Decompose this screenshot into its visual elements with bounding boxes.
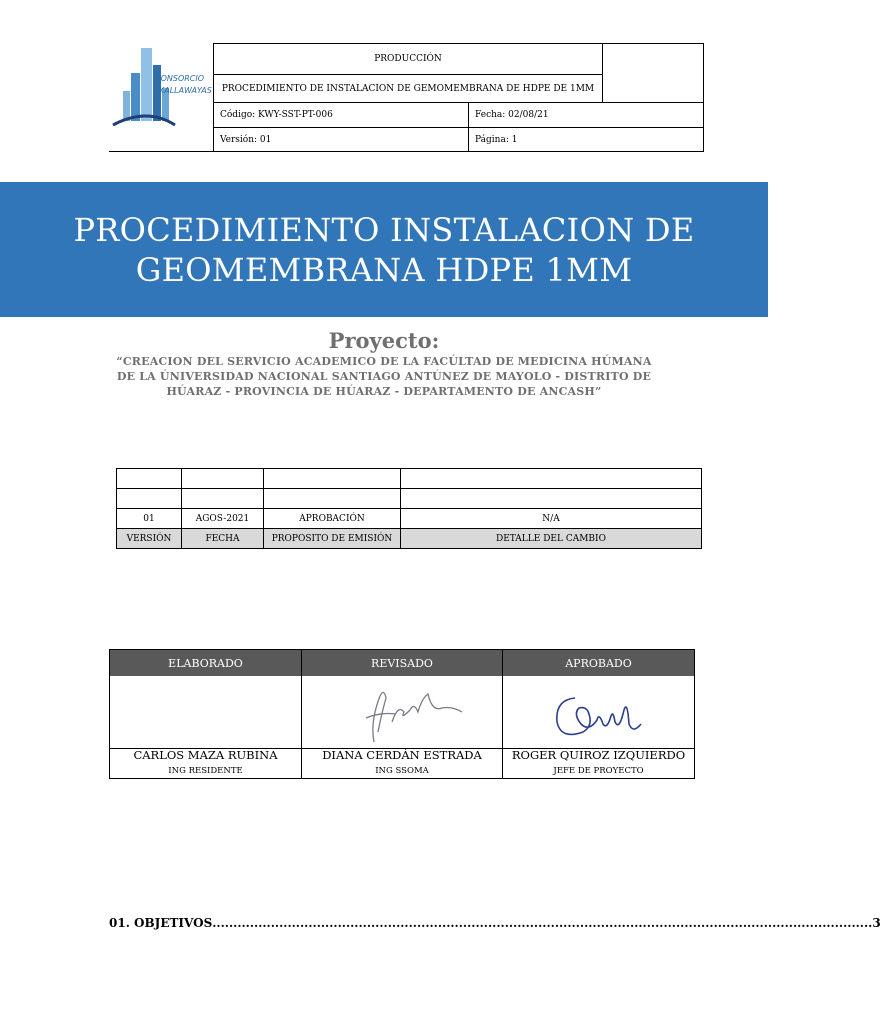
column-header: DETALLE DEL CAMBIO xyxy=(401,529,702,549)
table-cell: N/A xyxy=(401,509,702,529)
signer-name: DIANA CERDÁN ESTRADA xyxy=(322,748,482,762)
handwritten-signature xyxy=(543,684,653,744)
handwritten-signature xyxy=(352,682,472,746)
project-description xyxy=(100,354,668,399)
signature-table xyxy=(109,649,695,779)
signer-name: ROGER QUIROZ IZQUIERDO xyxy=(511,748,686,762)
table-cell: APROBACIÓN xyxy=(264,509,401,529)
header-pagina: Página: 1 xyxy=(468,127,704,152)
toc-entry-title: 01. OBJETIVOS xyxy=(109,916,213,930)
table-cell xyxy=(401,489,702,509)
signer-role: ING RESIDENTE xyxy=(168,766,243,776)
logo-text-1: CONSORCIO xyxy=(155,74,205,83)
header-area: PRODUCCIÓN xyxy=(213,43,603,75)
signer-name: CARLOS MAZA RUBINA xyxy=(133,748,278,762)
table-cell: 01 xyxy=(117,509,182,529)
header-blank-cell xyxy=(602,43,704,103)
revision-table xyxy=(116,468,702,549)
company-logo xyxy=(109,43,213,152)
table-row xyxy=(117,489,702,509)
toc-page-number: 3 xyxy=(872,916,881,930)
signature-heading: REVISADO xyxy=(302,650,502,676)
column-header: FECHA xyxy=(182,529,264,549)
logo-text-2: KALLAWAYAS xyxy=(159,86,212,95)
header-doc-title: PROCEDIMIENTO DE INSTALACION DE GEMOMEMBRANA DE HDPE DE 1MM xyxy=(213,74,603,103)
column-header: PROPOSITO DE EMISIÓN xyxy=(264,529,401,549)
project-label: Proyecto: xyxy=(328,328,440,353)
signature-column-elaborado xyxy=(109,649,302,779)
table-row xyxy=(117,509,702,529)
signature-column-revisado xyxy=(301,649,503,779)
banner-line-1: PROCEDIMIENTO INSTALACION DE xyxy=(73,210,695,249)
table-cell xyxy=(401,469,702,489)
table-cell xyxy=(117,489,182,509)
table-cell xyxy=(264,469,401,489)
toc-leader-dots: .............................................................................................................................................................. xyxy=(212,916,873,930)
title-banner xyxy=(0,182,768,317)
column-header: VERSIÓN xyxy=(117,529,182,549)
table-row xyxy=(117,469,702,489)
project-line-2: DE LA ÚNIVERSIDAD NACIONAL SANTIAGO ANTÚNEZ DE MAYOLO - DISTRITO DE xyxy=(116,370,652,383)
table-cell xyxy=(264,489,401,509)
table-header-row xyxy=(117,529,702,549)
banner-line-2: GEOMEMBRANA HDPE 1MM xyxy=(135,250,633,289)
header-divider xyxy=(109,151,213,152)
header-version: Versión: 01 xyxy=(213,127,469,152)
table-cell xyxy=(182,469,264,489)
table-cell xyxy=(182,489,264,509)
signature-heading: ELABORADO xyxy=(110,650,301,676)
signature-column-aprobado xyxy=(502,649,695,779)
toc-entry[interactable] xyxy=(109,916,881,930)
signature-heading: APROBADO xyxy=(503,650,694,676)
signer-role: ING SSOMA xyxy=(375,766,429,776)
project-line-3: HÚARAZ - PROVINCIA DE HÚARAZ - DEPARTAMENTO DE ANCASH” xyxy=(166,385,602,398)
project-line-1: “CREACION DEL SERVICIO ACADEMICO DE LA FACÚLTAD DE MEDICINA HÚMANA xyxy=(116,355,652,368)
header-fecha: Fecha: 02/08/21 xyxy=(468,102,704,128)
signer-role: JEFE DE PROYECTO xyxy=(553,766,644,776)
table-cell xyxy=(117,469,182,489)
table-cell: AGOS-2021 xyxy=(182,509,264,529)
header-codigo: Código: KWY-SST-PT-006 xyxy=(213,102,469,128)
